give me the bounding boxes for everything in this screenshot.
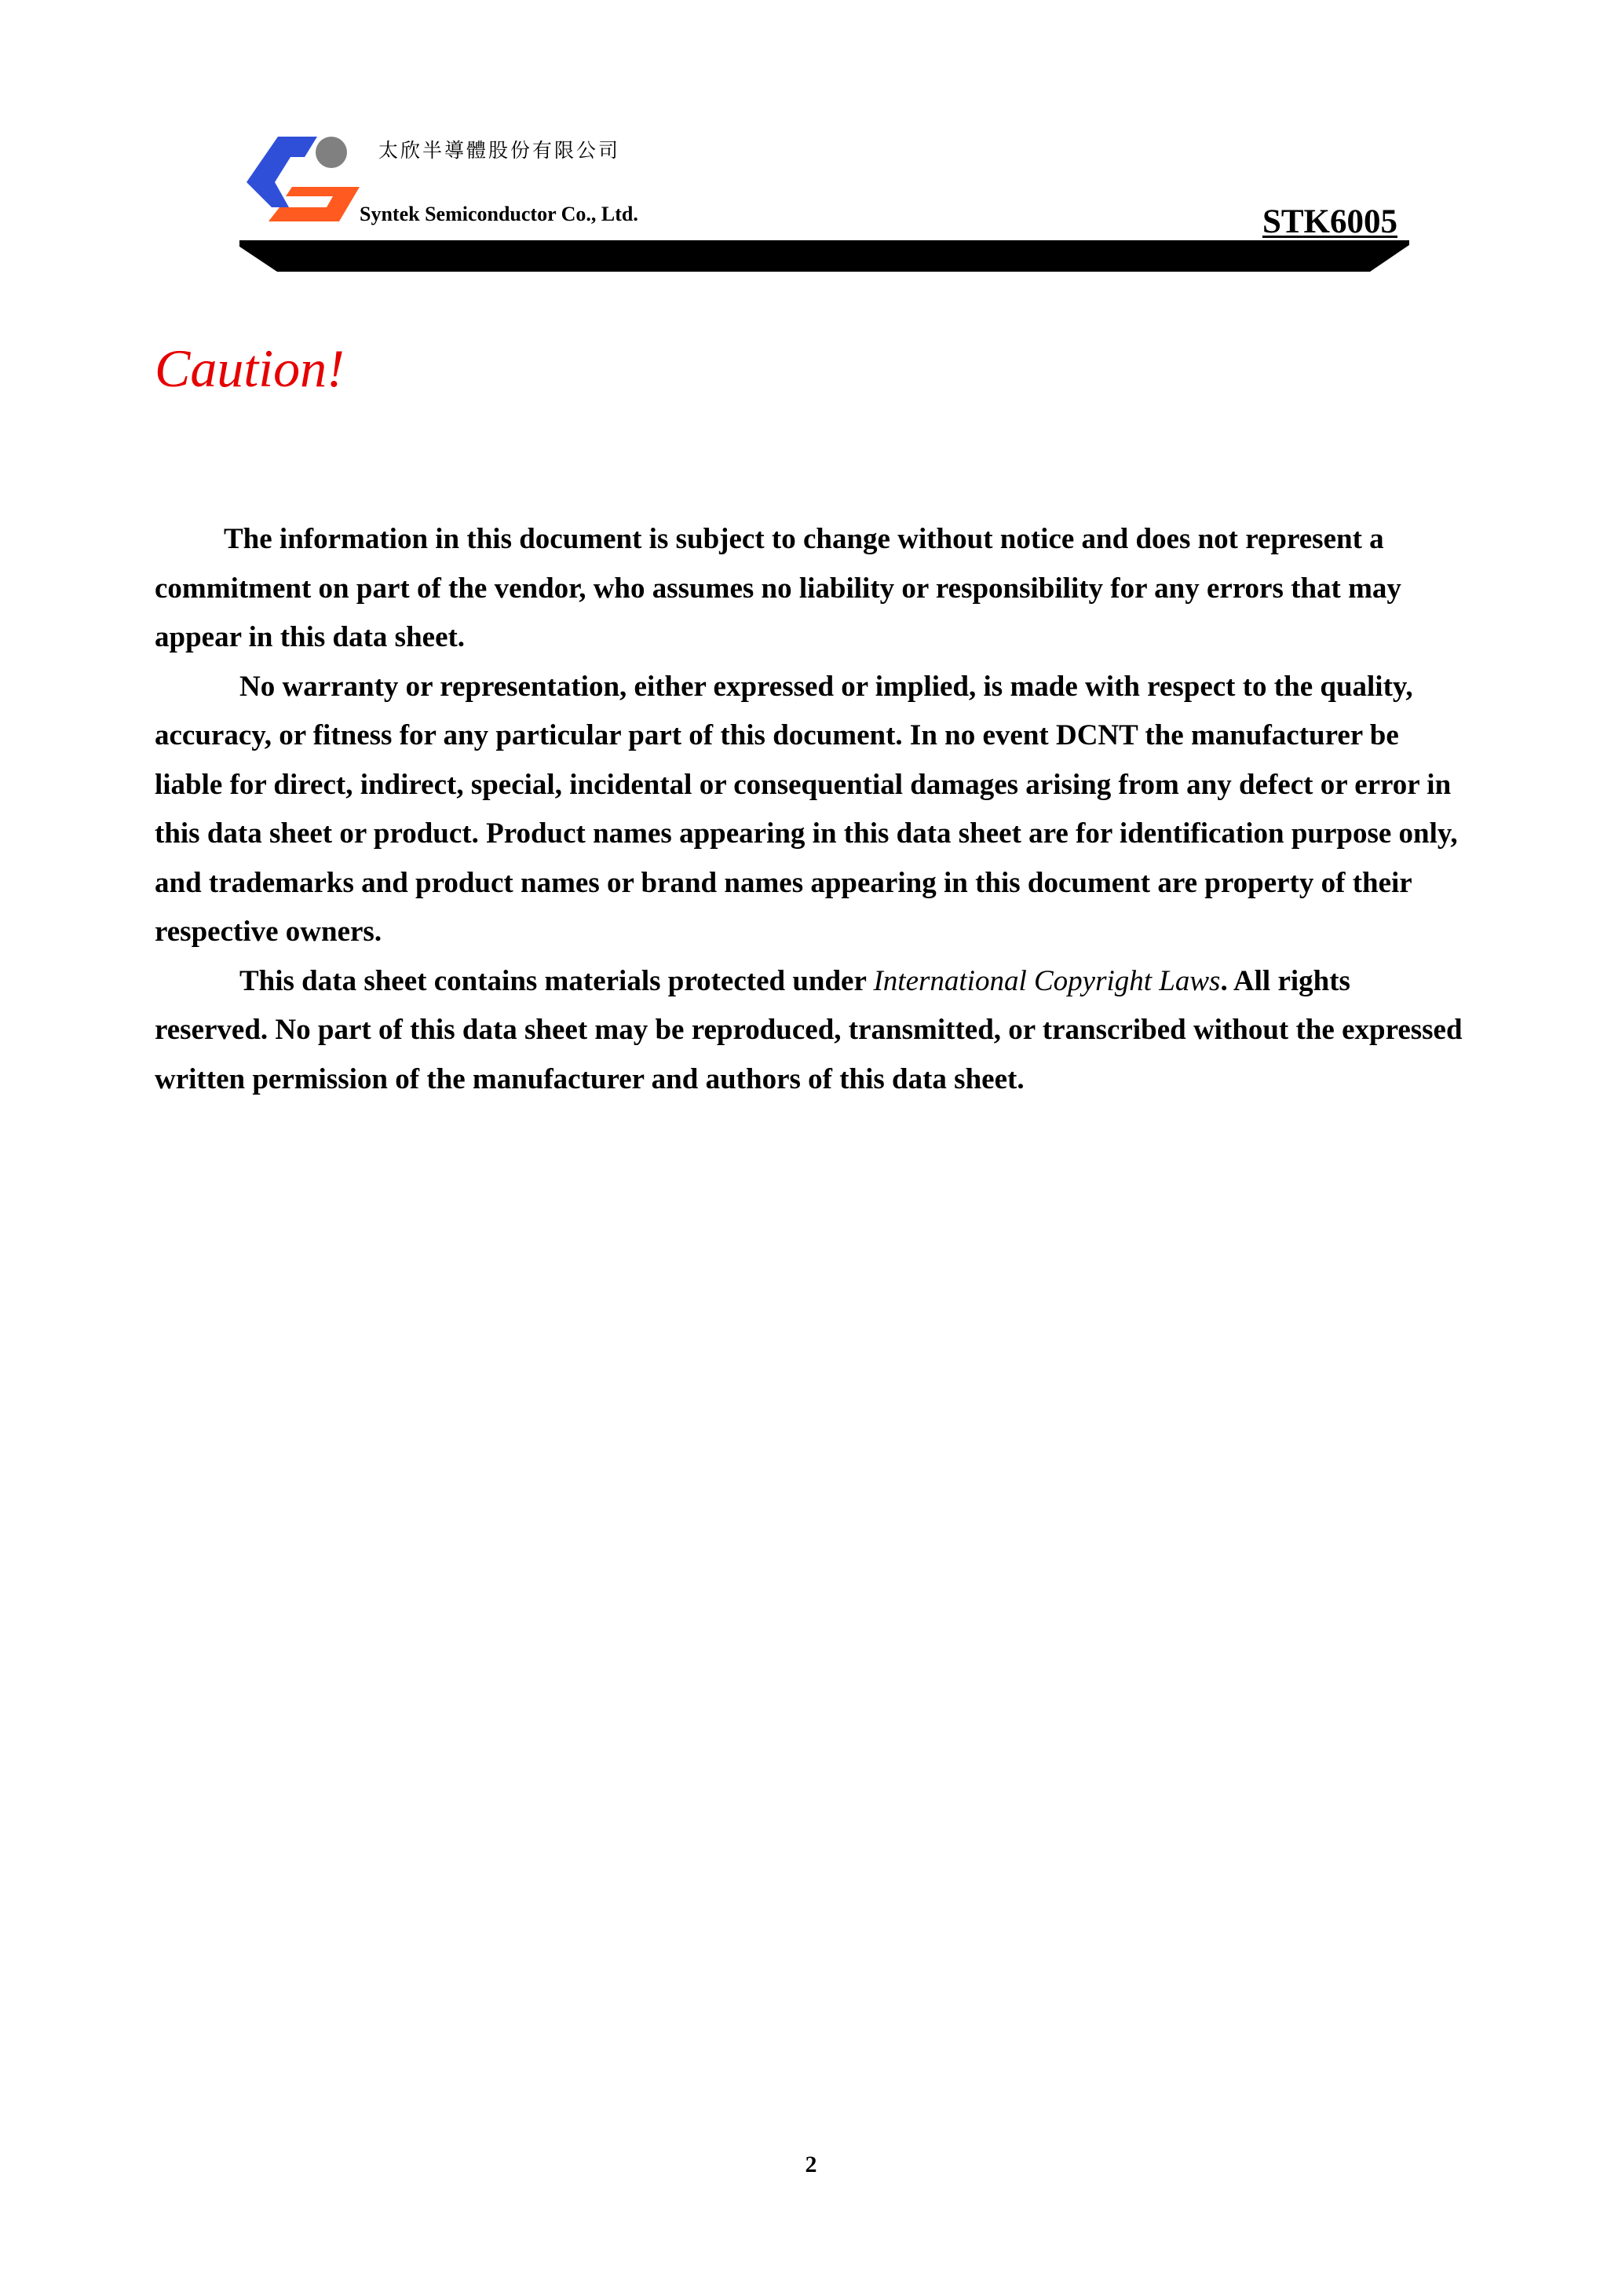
disclaimer-body [155,515,1466,1104]
paragraph-change-notice: The information in this document is subject to change without notice and does not represent a commitment on part of the vendor, who assumes no liability or responsibility for any errors that may appear in this data sheet. [155,523,1401,653]
company-name-chinese: 太欣半導體股份有限公司 [378,139,621,162]
page-number: 2 [805,2152,817,2177]
copyright-laws-term: International Copyright Laws [873,964,1221,997]
paragraph-copyright [155,957,1466,1105]
copyright-text-start: This data sheet contains materials protected under [239,964,874,997]
company-name-english: Syntek Semiconductor Co., Ltd. [360,203,638,225]
caution-title: Caution! [155,338,345,398]
paragraph-warranty: No warranty or representation, either expressed or implied, is made with respect to the quality, accuracy, or fitness for any particular part of this document. In no event DCNT the manufacturer be liable for direct, indirect, special, incidental or consequential damages arising from any defect or error in this data sheet or product. Product names appearing in this data sheet are for identification purpose only, and trademarks and product names or brand names appearing in this document are property of their respective owners. [155,670,1458,948]
syntek-logo-icon [245,133,363,232]
copyright-text-end: . All rights reserved. No part of this data sheet may be reproduced, transmitted, or transcribed without the expressed written permission of the manufacturer and authors of this data sheet. [155,964,1463,1095]
header-divider-bar [239,237,1409,272]
product-code: STK6005 [1262,203,1397,240]
